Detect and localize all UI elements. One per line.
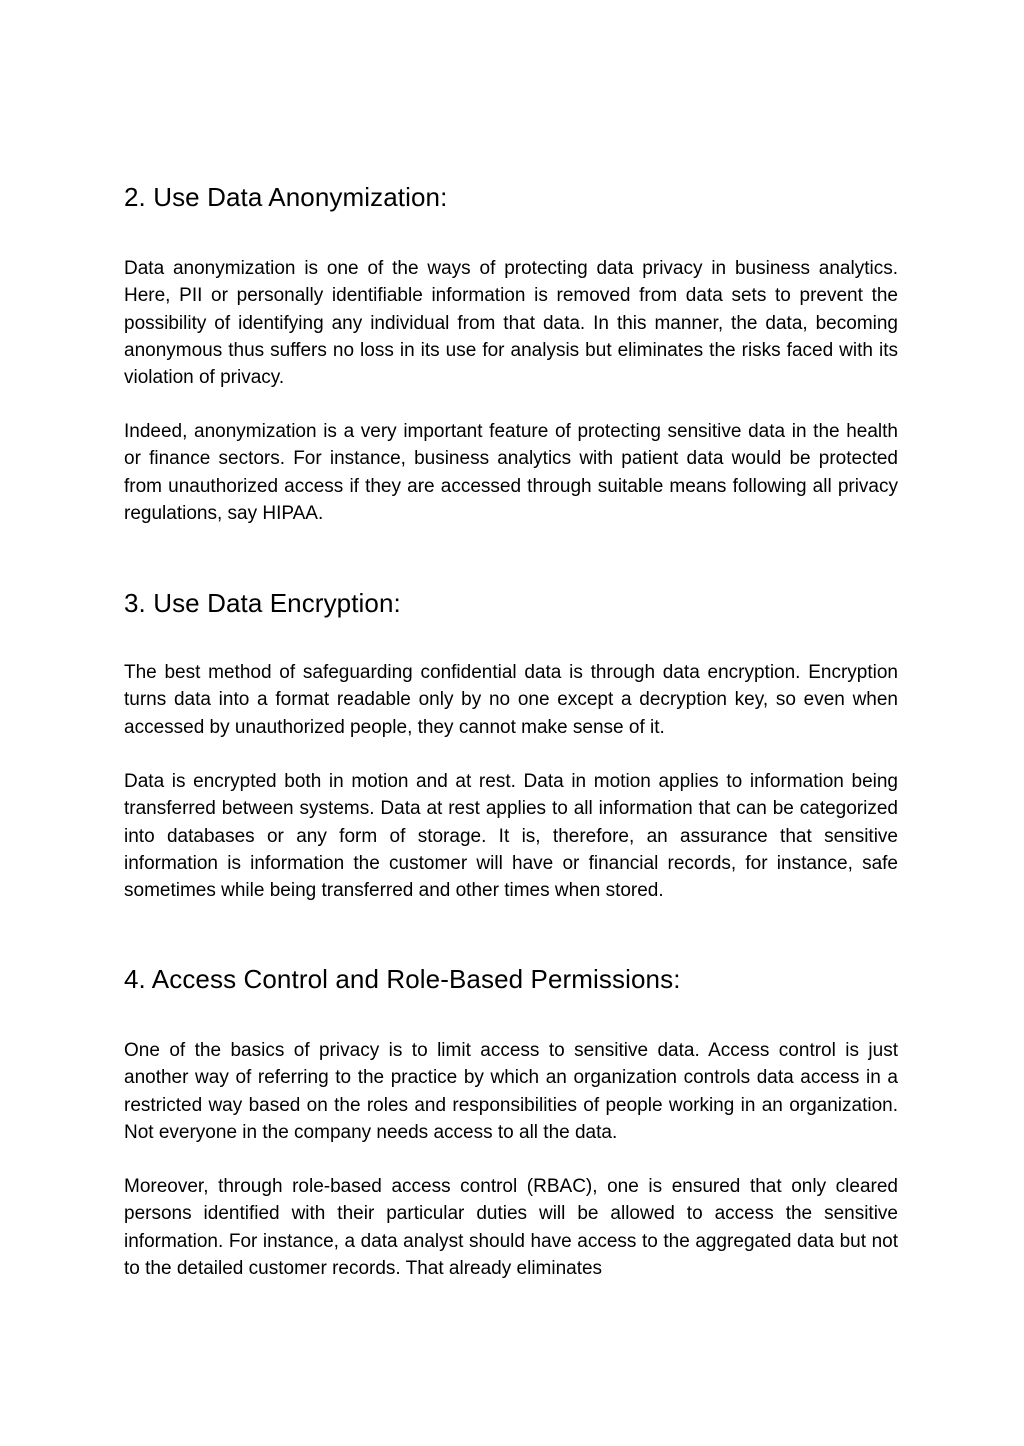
section-heading-encryption: 3. Use Data Encryption: [124, 588, 401, 618]
paragraph-access-control-1: One of the basics of privacy is to limit access to sensitive data. Access control is just another way of referring to the practice by which an organization controls data access in a restricted way based on the roles and responsibilities of people working in an organization. Not everyone in the company needs access to all the data. [124, 1040, 898, 1143]
paragraph-anonymization-1: Data anonymization is one of the ways of protecting data privacy in business analytics. Here, PII or personally identifiable information is removed from data sets to prevent the possibility of identifying any individual from that data. In this manner, the data, becoming anonymous thus suffers no loss in its use for analysis but eliminates the risks faced with its violation of privacy. [124, 258, 898, 389]
paragraph-encryption-2: Data is encrypted both in motion and at rest. Data in motion applies to information being transferred between systems. Data at rest applies to all information that can be categorized into databases or any form of storage. It is, therefore, an assurance that sensitive information is information the customer will have or financial records, for instance, safe sometimes while being transferred and other times when stored. [124, 771, 898, 902]
paragraph-access-control-2: Moreover, through role-based access control (RBAC), one is ensured that only cleared persons identified with their particular duties will be allowed to access the sensitive information. For instance, a data analyst should have access to the aggregated data but not to the detailed customer records. That already eliminates [124, 1176, 898, 1279]
paragraph-anonymization-2: Indeed, anonymization is a very important feature of protecting sensitive data in the health or finance sectors. For instance, business analytics with patient data would be protected from unauthorized access if they are accessed through suitable means following all privacy regulations, say HIPAA. [124, 421, 898, 524]
section-heading-access-control: 4. Access Control and Role-Based Permissions: [124, 964, 681, 994]
section-heading-anonymization: 2. Use Data Anonymization: [124, 182, 448, 212]
paragraph-encryption-1: The best method of safeguarding confidential data is through data encryption. Encryption turns data into a format readable only by no one except a decryption key, so even when accessed by unauthorized people, they cannot make sense of it. [124, 662, 898, 738]
